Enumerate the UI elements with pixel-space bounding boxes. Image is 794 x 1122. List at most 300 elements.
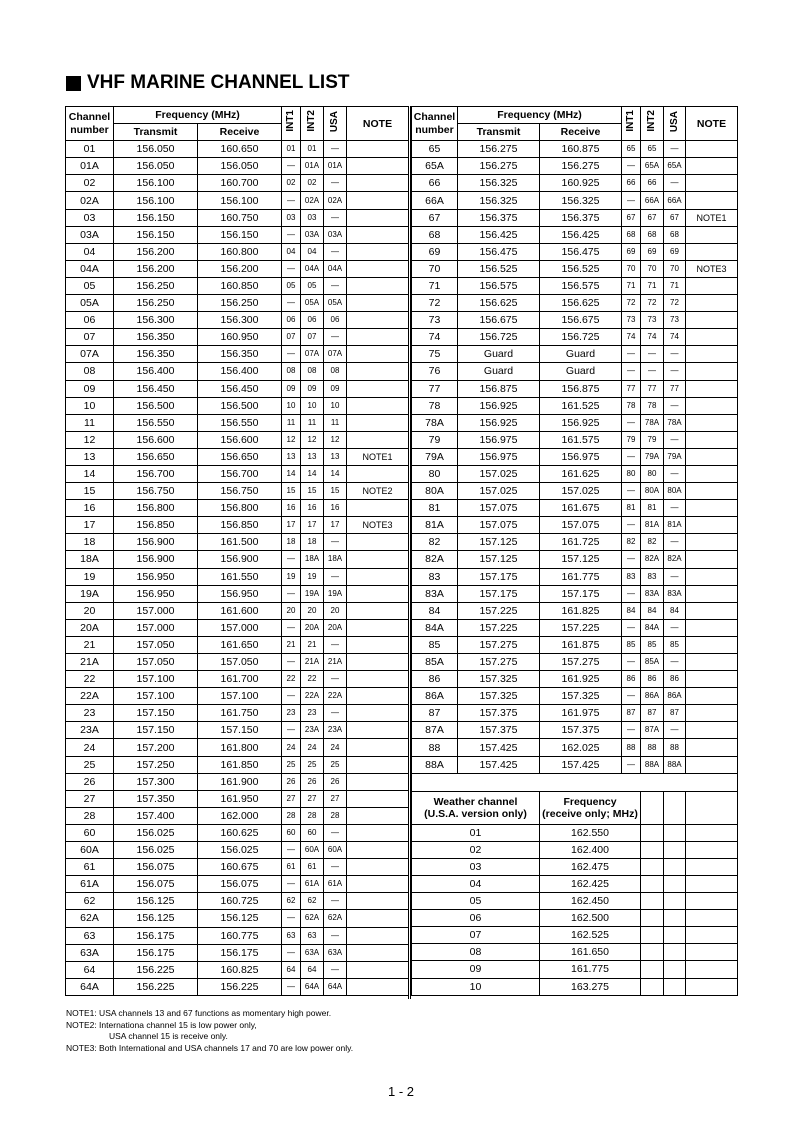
usa-cell: 71 <box>664 277 686 294</box>
channel-table-left <box>65 106 409 996</box>
transmit-cell: 157.150 <box>114 705 198 722</box>
table-row <box>66 568 409 585</box>
transmit-cell: 156.325 <box>458 192 540 209</box>
int2-cell: 21A <box>301 654 324 671</box>
transmit-cell: 157.375 <box>458 722 540 739</box>
transmit-cell: 156.400 <box>114 363 198 380</box>
transmit-cell: 157.200 <box>114 739 198 756</box>
int2-cell: 87A <box>641 722 664 739</box>
usa-cell: 09 <box>324 380 347 397</box>
note-cell <box>686 158 738 175</box>
channel-cell: 79A <box>412 448 458 465</box>
usa-cell: 24 <box>324 739 347 756</box>
note-cell <box>686 380 738 397</box>
transmit-cell: 156.275 <box>458 158 540 175</box>
int1-cell: 73 <box>622 312 641 329</box>
int1-cell: 79 <box>622 431 641 448</box>
transmit-cell: 156.725 <box>458 329 540 346</box>
int1-cell: 64 <box>282 961 301 978</box>
int1-cell: 19 <box>282 568 301 585</box>
note-cell <box>686 756 738 773</box>
int2-cell: 69 <box>641 243 664 260</box>
empty-cell <box>664 978 686 995</box>
usa-cell: — <box>664 363 686 380</box>
channel-cell: 63A <box>66 944 114 961</box>
channel-cell: 19A <box>66 585 114 602</box>
table-row <box>412 500 738 517</box>
note-cell: NOTE1 <box>686 209 738 226</box>
usa-header: USA <box>664 107 686 141</box>
note-cell <box>686 705 738 722</box>
usa-cell: — <box>324 568 347 585</box>
int1-cell: — <box>622 551 641 568</box>
note-cell <box>347 363 409 380</box>
channel-cell: 05A <box>66 295 114 312</box>
receive-cell: 156.750 <box>198 483 282 500</box>
note-cell <box>347 141 409 158</box>
page-title-text: VHF MARINE CHANNEL LIST <box>87 72 350 93</box>
int2-cell: 65A <box>641 158 664 175</box>
receive-cell: 161.850 <box>198 756 282 773</box>
channel-cell: 64 <box>66 961 114 978</box>
int1-cell: 02 <box>282 175 301 192</box>
int1-cell: 83 <box>622 568 641 585</box>
note-cell <box>686 636 738 653</box>
transmit-cell: 157.125 <box>458 534 540 551</box>
int2-cell: 06 <box>301 312 324 329</box>
int2-cell: 07 <box>301 329 324 346</box>
usa-cell: — <box>324 277 347 294</box>
int1-cell: 10 <box>282 397 301 414</box>
weather-channel-cell: 07 <box>412 927 540 944</box>
note-cell <box>347 209 409 226</box>
receive-cell: 156.650 <box>198 448 282 465</box>
usa-cell: 13 <box>324 448 347 465</box>
note-cell <box>347 807 409 824</box>
note-cell <box>347 397 409 414</box>
table-row <box>66 807 409 824</box>
title-bullet-square <box>66 76 81 91</box>
receive-cell: 161.700 <box>198 671 282 688</box>
usa-cell: 81A <box>664 517 686 534</box>
table-row <box>66 226 409 243</box>
note-cell <box>347 534 409 551</box>
int2-cell: 79A <box>641 448 664 465</box>
transmit-cell: 156.850 <box>114 517 198 534</box>
note-2-continued: USA channel 15 is receive only. <box>109 1031 228 1042</box>
table-row <box>412 277 738 294</box>
int2-cell: 61A <box>301 876 324 893</box>
receive-cell: 156.950 <box>198 585 282 602</box>
int2-cell: 01A <box>301 158 324 175</box>
note-cell <box>347 688 409 705</box>
usa-cell: — <box>324 893 347 910</box>
usa-cell: 78A <box>664 414 686 431</box>
receive-cell: 156.475 <box>540 243 622 260</box>
int2-cell: 19 <box>301 568 324 585</box>
weather-row <box>412 858 738 875</box>
usa-cell: 60A <box>324 842 347 859</box>
empty-cell <box>641 944 664 961</box>
int1-cell: 63 <box>282 927 301 944</box>
channel-cell: 03A <box>66 226 114 243</box>
channel-cell: 61A <box>66 876 114 893</box>
receive-cell: 156.500 <box>198 397 282 414</box>
table-row <box>66 961 409 978</box>
transmit-cell: 156.250 <box>114 277 198 294</box>
receive-cell: 160.875 <box>540 141 622 158</box>
int1-cell: — <box>282 192 301 209</box>
usa-cell: 04A <box>324 260 347 277</box>
int2-cell: 18 <box>301 534 324 551</box>
int2-cell: 74 <box>641 329 664 346</box>
empty-cell <box>641 961 664 978</box>
receive-cell: 157.325 <box>540 688 622 705</box>
int1-cell: 16 <box>282 500 301 517</box>
channel-cell: 12 <box>66 431 114 448</box>
table-row <box>412 619 738 636</box>
transmit-cell: 156.575 <box>458 277 540 294</box>
channel-cell: 24 <box>66 739 114 756</box>
int2-cell: 60 <box>301 824 324 841</box>
receive-cell: 156.975 <box>540 448 622 465</box>
note-cell <box>347 277 409 294</box>
weather-frequency-cell: 163.275 <box>540 978 641 995</box>
receive-cell: 157.125 <box>540 551 622 568</box>
int1-cell: 22 <box>282 671 301 688</box>
note-cell <box>347 243 409 260</box>
note-cell <box>686 500 738 517</box>
note-cell <box>686 568 738 585</box>
channel-cell: 76 <box>412 363 458 380</box>
channel-cell: 20A <box>66 619 114 636</box>
int1-cell: — <box>282 910 301 927</box>
int2-cell: — <box>641 346 664 363</box>
transmit-cell: 157.025 <box>458 465 540 482</box>
transmit-cell: 157.225 <box>458 602 540 619</box>
transmit-cell: 156.450 <box>114 380 198 397</box>
transmit-cell: Guard <box>458 346 540 363</box>
receive-cell: 156.925 <box>540 414 622 431</box>
transmit-cell: 157.100 <box>114 671 198 688</box>
channel-cell: 73 <box>412 312 458 329</box>
channel-cell: 19 <box>66 568 114 585</box>
transmit-cell: 156.475 <box>458 243 540 260</box>
transmit-cell: 157.050 <box>114 654 198 671</box>
right-header-row-1 <box>412 107 738 124</box>
receive-cell: 156.250 <box>198 295 282 312</box>
channel-cell: 69 <box>412 243 458 260</box>
int2-cell: 86A <box>641 688 664 705</box>
usa-cell: 28 <box>324 807 347 824</box>
usa-cell: 88A <box>664 756 686 773</box>
usa-cell: 77 <box>664 380 686 397</box>
receive-cell: 160.925 <box>540 175 622 192</box>
note-cell <box>347 192 409 209</box>
channel-cell: 01A <box>66 158 114 175</box>
int1-cell: — <box>622 483 641 500</box>
channel-cell: 87 <box>412 705 458 722</box>
int2-cell: 62 <box>301 893 324 910</box>
receive-header: Receive <box>198 124 282 141</box>
channel-cell: 63 <box>66 927 114 944</box>
table-row <box>412 243 738 260</box>
int2-cell: 04A <box>301 260 324 277</box>
note-cell <box>347 944 409 961</box>
channel-cell: 86 <box>412 671 458 688</box>
receive-cell: 156.325 <box>540 192 622 209</box>
int1-cell: — <box>282 842 301 859</box>
channel-cell: 65 <box>412 141 458 158</box>
receive-cell: 161.800 <box>198 739 282 756</box>
transmit-cell: 156.050 <box>114 141 198 158</box>
receive-cell: 157.275 <box>540 654 622 671</box>
int2-cell: 22 <box>301 671 324 688</box>
weather-frequency-cell: 162.475 <box>540 858 641 875</box>
note-cell <box>686 363 738 380</box>
int2-cell: 12 <box>301 431 324 448</box>
usa-cell: — <box>324 705 347 722</box>
usa-cell: — <box>324 534 347 551</box>
receive-cell: 157.150 <box>198 722 282 739</box>
weather-row <box>412 978 738 995</box>
note-cell <box>686 585 738 602</box>
channel-cell: 11 <box>66 414 114 431</box>
note-cell <box>347 431 409 448</box>
int2-cell: 79 <box>641 431 664 448</box>
note-cell <box>347 500 409 517</box>
transmit-cell: 157.425 <box>458 756 540 773</box>
channel-cell: 78A <box>412 414 458 431</box>
usa-cell: 74 <box>664 329 686 346</box>
weather-row <box>412 927 738 944</box>
note-cell <box>347 414 409 431</box>
int1-cell: — <box>282 654 301 671</box>
table-row <box>412 414 738 431</box>
receive-cell: 156.675 <box>540 312 622 329</box>
channel-cell: 67 <box>412 209 458 226</box>
receive-cell: Guard <box>540 346 622 363</box>
weather-frequency-cell: 162.400 <box>540 841 641 858</box>
transmit-cell: 156.225 <box>114 961 198 978</box>
usa-cell: 03A <box>324 226 347 243</box>
note-cell <box>347 226 409 243</box>
int1-cell: 72 <box>622 295 641 312</box>
int2-cell: 23 <box>301 705 324 722</box>
empty-cell <box>664 791 686 824</box>
table-row <box>66 243 409 260</box>
transmit-cell: 157.000 <box>114 602 198 619</box>
note-cell <box>347 671 409 688</box>
note-cell <box>686 312 738 329</box>
transmit-cell: 157.375 <box>458 705 540 722</box>
note-cell: NOTE2 <box>347 483 409 500</box>
int1-cell: 74 <box>622 329 641 346</box>
weather-channel-cell: 08 <box>412 944 540 961</box>
receive-cell: 156.425 <box>540 226 622 243</box>
note-cell <box>686 654 738 671</box>
int2-cell: 02A <box>301 192 324 209</box>
transmit-cell: 156.900 <box>114 534 198 551</box>
channel-cell: 28 <box>66 807 114 824</box>
transmit-cell: 157.275 <box>458 654 540 671</box>
usa-cell: — <box>664 534 686 551</box>
receive-cell: 156.525 <box>540 260 622 277</box>
transmit-cell: 156.125 <box>114 910 198 927</box>
weather-row <box>412 961 738 978</box>
usa-cell: 14 <box>324 465 347 482</box>
int2-cell: 78A <box>641 414 664 431</box>
table-row <box>412 397 738 414</box>
table-row <box>66 927 409 944</box>
usa-cell: 22A <box>324 688 347 705</box>
table-row <box>66 705 409 722</box>
channel-cell: 05 <box>66 277 114 294</box>
int2-cell: 19A <box>301 585 324 602</box>
int1-cell: 04 <box>282 243 301 260</box>
int2-cell: 17 <box>301 517 324 534</box>
note-cell: NOTE3 <box>686 260 738 277</box>
int1-cell: 06 <box>282 312 301 329</box>
note-header: NOTE <box>686 107 738 141</box>
int1-cell: 25 <box>282 756 301 773</box>
transmit-cell: 156.950 <box>114 585 198 602</box>
note-cell <box>686 722 738 739</box>
int2-cell: 82 <box>641 534 664 551</box>
int2-cell: 87 <box>641 705 664 722</box>
int2-cell: 10 <box>301 397 324 414</box>
empty-cell <box>664 858 686 875</box>
transmit-cell: 157.025 <box>458 483 540 500</box>
receive-cell: 156.450 <box>198 380 282 397</box>
transmit-cell: 157.050 <box>114 636 198 653</box>
int1-cell: 81 <box>622 500 641 517</box>
int1-cell: — <box>622 619 641 636</box>
usa-cell: — <box>664 619 686 636</box>
int2-cell: 72 <box>641 295 664 312</box>
transmit-cell: 157.275 <box>458 636 540 653</box>
frequency-header: Frequency (MHz) <box>458 107 622 124</box>
channel-cell: 71 <box>412 277 458 294</box>
weather-frequency-header-line2: (receive only; MHz) <box>542 807 638 820</box>
note-cell <box>347 961 409 978</box>
receive-cell: 156.625 <box>540 295 622 312</box>
table-row <box>66 585 409 602</box>
table-row <box>66 448 409 465</box>
int1-cell: — <box>622 517 641 534</box>
usa-cell: — <box>324 141 347 158</box>
channel-cell: 08 <box>66 363 114 380</box>
table-row <box>66 790 409 807</box>
int1-cell: — <box>282 944 301 961</box>
channel-cell: 22 <box>66 671 114 688</box>
receive-cell: 156.075 <box>198 876 282 893</box>
weather-frequency-cell: 162.525 <box>540 927 641 944</box>
usa-cell: 23A <box>324 722 347 739</box>
usa-cell: — <box>324 671 347 688</box>
transmit-cell: 156.800 <box>114 500 198 517</box>
int1-cell: — <box>282 226 301 243</box>
table-row <box>66 517 409 534</box>
transmit-cell: 157.425 <box>458 739 540 756</box>
table-row <box>66 602 409 619</box>
int1-cell: 86 <box>622 671 641 688</box>
receive-cell: 161.750 <box>198 705 282 722</box>
channel-cell: 15 <box>66 483 114 500</box>
table-row <box>66 363 409 380</box>
int2-cell: 03 <box>301 209 324 226</box>
int2-cell: 66A <box>641 192 664 209</box>
channel-cell: 27 <box>66 790 114 807</box>
receive-cell: 160.850 <box>198 277 282 294</box>
transmit-cell: 156.625 <box>458 295 540 312</box>
int1-cell: 85 <box>622 636 641 653</box>
usa-cell: — <box>324 859 347 876</box>
channel-cell: 02A <box>66 192 114 209</box>
transmit-cell: 156.925 <box>458 414 540 431</box>
transmit-cell: 156.550 <box>114 414 198 431</box>
table-row <box>412 329 738 346</box>
weather-channel-cell: 03 <box>412 858 540 875</box>
channel-cell: 81 <box>412 500 458 517</box>
int1-cell: — <box>622 756 641 773</box>
weather-row <box>412 841 738 858</box>
int2-cell: 27 <box>301 790 324 807</box>
table-row <box>412 192 738 209</box>
table-row <box>412 585 738 602</box>
usa-cell: — <box>324 175 347 192</box>
int2-cell: 84 <box>641 602 664 619</box>
receive-cell: 161.650 <box>198 636 282 653</box>
receive-cell: 156.900 <box>198 551 282 568</box>
table-row <box>66 158 409 175</box>
table-row <box>66 842 409 859</box>
transmit-cell: 157.175 <box>458 568 540 585</box>
note-cell <box>347 893 409 910</box>
transmit-cell: 156.525 <box>458 260 540 277</box>
transmit-cell: 156.650 <box>114 448 198 465</box>
int2-cell: 02 <box>301 175 324 192</box>
int1-cell: — <box>282 585 301 602</box>
usa-cell: 63A <box>324 944 347 961</box>
channel-cell: 21 <box>66 636 114 653</box>
weather-channel-cell: 09 <box>412 961 540 978</box>
int1-cell: — <box>622 585 641 602</box>
table-row <box>412 739 738 756</box>
int1-cell: 69 <box>622 243 641 260</box>
receive-cell: 156.050 <box>198 158 282 175</box>
channel-cell: 09 <box>66 380 114 397</box>
int1-cell: 26 <box>282 773 301 790</box>
receive-cell: 161.725 <box>540 534 622 551</box>
channel-cell: 80A <box>412 483 458 500</box>
int2-cell: 05 <box>301 277 324 294</box>
transmit-cell: 156.950 <box>114 568 198 585</box>
channel-cell: 83A <box>412 585 458 602</box>
int1-cell: 67 <box>622 209 641 226</box>
table-row <box>66 739 409 756</box>
note-cell <box>347 175 409 192</box>
transmit-cell: 156.300 <box>114 312 198 329</box>
channel-number-header: Channel number <box>66 107 114 141</box>
int2-cell: 64A <box>301 978 324 995</box>
int1-cell: 17 <box>282 517 301 534</box>
channel-cell: 83 <box>412 568 458 585</box>
usa-cell: — <box>324 961 347 978</box>
int2-cell: 62A <box>301 910 324 927</box>
table-row <box>412 517 738 534</box>
int2-cell: 01 <box>301 141 324 158</box>
